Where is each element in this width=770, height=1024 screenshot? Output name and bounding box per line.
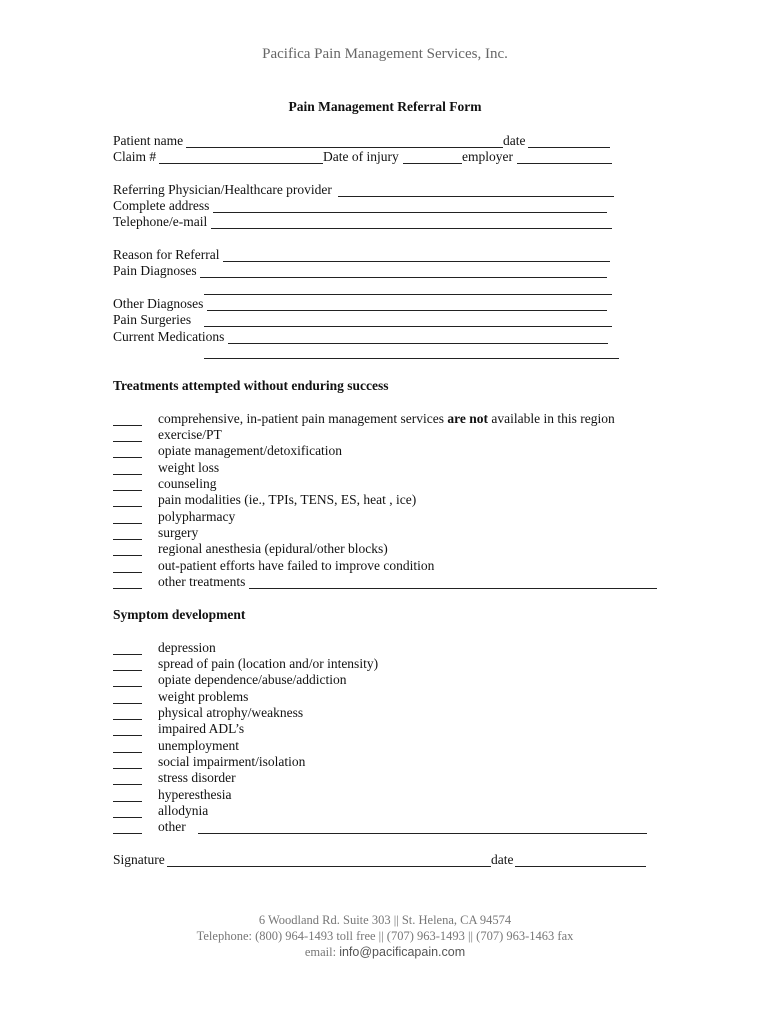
- treatment-checkbox[interactable]: [113, 588, 142, 589]
- symptom-item: allodynia: [158, 803, 209, 818]
- date-of-injury-label: Date of injury: [323, 149, 399, 164]
- signature-date-label: date: [491, 852, 514, 867]
- date-of-injury-field[interactable]: [403, 163, 462, 164]
- claim-label: Claim #: [113, 149, 157, 164]
- treatment-item: opiate management/detoxification: [158, 443, 343, 458]
- symptom-item: physical atrophy/weakness: [158, 705, 304, 720]
- other-diagnoses-field[interactable]: [207, 310, 607, 311]
- symptom-checkbox[interactable]: [113, 670, 142, 671]
- treatment-checkbox[interactable]: [113, 490, 142, 491]
- reason-label: Reason for Referral: [113, 247, 220, 262]
- symptom-checkbox[interactable]: [113, 801, 142, 802]
- form-title: Pain Management Referral Form: [288, 99, 482, 114]
- treatment-item: counseling: [158, 476, 217, 491]
- symptom-item: stress disorder: [158, 770, 236, 785]
- pain-diagnoses-field-2[interactable]: [204, 294, 612, 295]
- complete-address-label: Complete address: [113, 198, 210, 213]
- symptom-checkbox[interactable]: [113, 768, 142, 769]
- employer-field[interactable]: [517, 163, 612, 164]
- pain-surgeries-field[interactable]: [204, 326, 612, 327]
- date-field[interactable]: [528, 147, 610, 148]
- symptom-item: impaired ADL’s: [158, 721, 245, 736]
- treatment-item: pain modalities (ie., TPIs, TENS, ES, heat , ice): [158, 492, 417, 507]
- treatment-item: weight loss: [158, 460, 220, 475]
- signature-field[interactable]: [167, 866, 491, 867]
- treatment-checkbox[interactable]: [113, 457, 142, 458]
- symptom-item: spread of pain (location and/or intensity): [158, 656, 379, 671]
- company-header: Pacifica Pain Management Services, Inc.: [262, 46, 508, 62]
- signature-date-field[interactable]: [515, 866, 646, 867]
- footer-email: [0, 945, 770, 960]
- symptom-checkbox[interactable]: [113, 817, 142, 818]
- reason-field[interactable]: [223, 261, 610, 262]
- telephone-field[interactable]: [211, 228, 612, 229]
- footer-address: 6 Woodland Rd. Suite 303 || St. Helena, CA 94574: [258, 913, 512, 927]
- treatment-item: surgery: [158, 525, 199, 540]
- footer-phone: Telephone: (800) 964-1493 toll free || (707) 963-1493 || (707) 963-1463 fax: [196, 929, 574, 943]
- symptom-item: hyperesthesia: [158, 787, 232, 802]
- treatment-checkbox[interactable]: [113, 539, 142, 540]
- treatment-item: regional anesthesia (epidural/other blocks): [158, 541, 388, 556]
- pain-diagnoses-label: Pain Diagnoses: [113, 263, 197, 278]
- treatment-checkbox[interactable]: [113, 441, 142, 442]
- treatment-item: out-patient efforts have failed to improve condition: [158, 558, 435, 573]
- date-label: date: [503, 133, 526, 148]
- symptom-item: other: [158, 819, 186, 834]
- treatment-checkbox[interactable]: [113, 425, 142, 426]
- email-label: email:: [304, 945, 340, 959]
- current-medications-label: Current Medications: [113, 329, 225, 344]
- treatment-checkbox[interactable]: [113, 523, 142, 524]
- treatment-checkbox[interactable]: [113, 474, 142, 475]
- other-symptom-field[interactable]: [198, 833, 647, 834]
- symptom-checkbox[interactable]: [113, 752, 142, 753]
- pain-diagnoses-field[interactable]: [200, 277, 607, 278]
- referring-physician-field[interactable]: [338, 196, 614, 197]
- symptom-checkbox[interactable]: [113, 735, 142, 736]
- other-diagnoses-label: Other Diagnoses: [113, 296, 204, 311]
- complete-address-field[interactable]: [213, 212, 607, 213]
- employer-label: employer: [462, 149, 513, 164]
- claim-field[interactable]: [159, 163, 323, 164]
- referring-physician-label: Referring Physician/Healthcare provider: [113, 182, 332, 197]
- symptom-checkbox[interactable]: [113, 703, 142, 704]
- treatment-checkbox[interactable]: [113, 506, 142, 507]
- telephone-label: Telephone/e-mail: [113, 214, 208, 229]
- pain-surgeries-label: Pain Surgeries: [113, 312, 192, 327]
- patient-name-label: Patient name: [113, 133, 184, 148]
- treatments-heading: Treatments attempted without enduring success: [113, 378, 389, 393]
- current-medications-field[interactable]: [228, 343, 608, 344]
- email-link[interactable]: info@pacificapain.com: [339, 945, 466, 959]
- current-medications-field-2[interactable]: [204, 358, 619, 359]
- symptoms-heading: Symptom development: [113, 607, 246, 622]
- symptom-item: depression: [158, 640, 216, 655]
- treatment-item-1: comprehensive, in-patient pain management services are not available in this region: [158, 411, 615, 426]
- treatment-checkbox[interactable]: [113, 555, 142, 556]
- treatment-item: other treatments: [158, 574, 246, 589]
- symptom-item: unemployment: [158, 738, 239, 753]
- symptom-item: opiate dependence/abuse/addiction: [158, 672, 347, 687]
- symptom-item: weight problems: [158, 689, 249, 704]
- other-treatments-field[interactable]: [249, 588, 657, 589]
- symptom-checkbox[interactable]: [113, 686, 142, 687]
- treatment-item: polypharmacy: [158, 509, 236, 524]
- treatment-checkbox[interactable]: [113, 572, 142, 573]
- symptom-item: social impairment/isolation: [158, 754, 306, 769]
- signature-label: Signature: [113, 852, 165, 867]
- symptom-checkbox[interactable]: [113, 654, 142, 655]
- symptom-checkbox[interactable]: [113, 719, 142, 720]
- treatment-item: exercise/PT: [158, 427, 222, 442]
- symptom-checkbox[interactable]: [113, 833, 142, 834]
- patient-name-field[interactable]: [186, 147, 503, 148]
- symptom-checkbox[interactable]: [113, 784, 142, 785]
